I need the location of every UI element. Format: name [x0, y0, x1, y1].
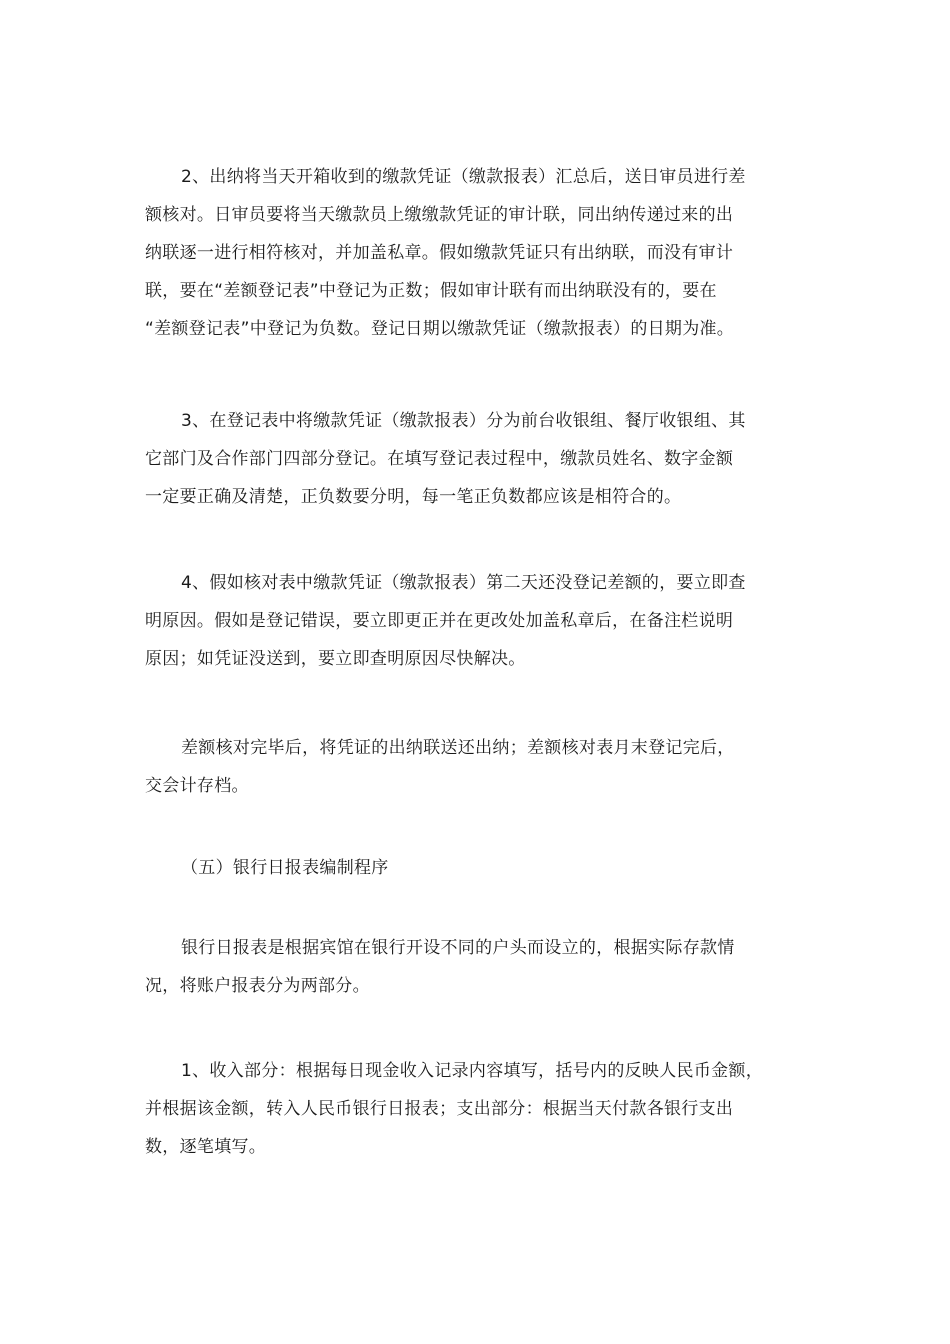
paragraph-step-2 [145, 158, 815, 348]
text-line: 一定要正确及清楚，正负数要分明，每一笔正负数都应该是相符合的。 [145, 487, 682, 507]
paragraph-step-3 [145, 402, 815, 516]
text-line: 明原因。假如是登记错误，要立即更正并在更改处加盖私章后，在备注栏说明 [145, 611, 734, 631]
text-line: 原因；如凭证没送到，要立即查明原因尽快解决。 [145, 649, 526, 669]
section-heading-text: （五）银行日报表编制程序 [181, 858, 389, 878]
text-line: 3、在登记表中将缴款凭证（缴款报表）分为前台收银组、餐厅收银组、其 [181, 411, 746, 431]
section-5-heading [145, 849, 815, 887]
text-line: 况，将账户报表分为两部分。 [145, 976, 370, 996]
text-line: 并根据该金额，转入人民币银行日报表；支出部分：根据当天付款各银行支出 [145, 1099, 734, 1119]
text-line: 2、出纳将当天开箱收到的缴款凭证（缴款报表）汇总后，送日审员进行差 [181, 167, 746, 187]
text-line: 数，逐笔填写。 [145, 1137, 267, 1157]
paragraph-bank-daily-report [145, 929, 815, 1005]
text-line: 交会计存档。 [145, 776, 249, 796]
text-line: 它部门及合作部门四部分登记。在填写登记表过程中，缴款员姓名、数字金额 [145, 449, 734, 469]
text-line: “差额登记表”中登记为负数。登记日期以缴款凭证（缴款报表）的日期为准。 [145, 319, 735, 339]
text-line: 联，要在“差额登记表”中登记为正数；假如审计联有而出纳联没有的，要在 [145, 281, 717, 301]
paragraph-step-4 [145, 564, 815, 678]
text-line: 4、假如核对表中缴款凭证（缴款报表）第二天还没登记差额的，要立即查 [181, 573, 746, 593]
paragraph-after-check [145, 729, 815, 805]
text-line: 银行日报表是根据宾馆在银行开设不同的户头而设立的，根据实际存款情 [181, 938, 735, 958]
text-line: 1、收入部分：根据每日现金收入记录内容填写，括号内的反映人民币金额， [181, 1061, 764, 1081]
text-line: 差额核对完毕后，将凭证的出纳联送还出纳；差额核对表月末登记完后， [181, 738, 735, 758]
text-line: 额核对。日审员要将当天缴款员上缴缴款凭证的审计联，同出纳传递过来的出 [145, 205, 734, 225]
paragraph-income-section [145, 1052, 815, 1166]
text-line: 纳联逐一进行相符核对，并加盖私章。假如缴款凭证只有出纳联，而没有审计 [145, 243, 734, 263]
